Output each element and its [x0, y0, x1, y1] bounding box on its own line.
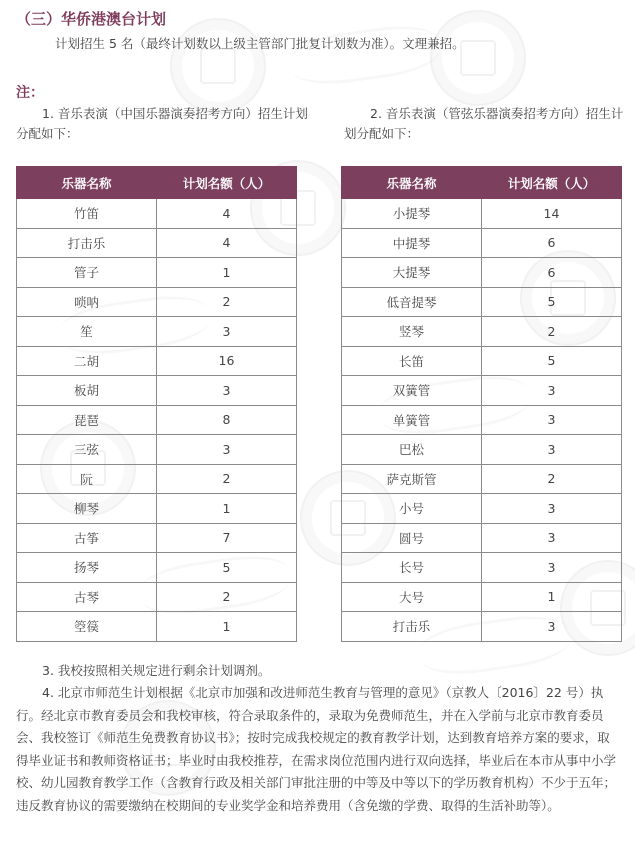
quota-count: 7: [157, 523, 297, 553]
header-instrument-name: 乐器名称: [342, 167, 482, 199]
note-label: 注：: [16, 85, 44, 101]
table-row: [17, 612, 297, 642]
instrument-name: 箜篌: [17, 612, 157, 642]
orchestral-table-body: [342, 199, 622, 642]
instrument-name: 长笛: [342, 346, 482, 376]
table-header-row: [17, 167, 297, 199]
instrument-name: 小提琴: [342, 199, 482, 229]
instrument-name: 古筝: [17, 523, 157, 553]
section-title: （三）华侨港澳台计划: [16, 10, 167, 28]
instrument-name: 中提琴: [342, 228, 482, 258]
table-row: [17, 494, 297, 524]
instrument-name: 琵琶: [17, 405, 157, 435]
table-row: [342, 376, 622, 406]
quota-count: 3: [482, 435, 622, 465]
quota-count: 2: [482, 464, 622, 494]
table-row: [17, 317, 297, 347]
table-row: [342, 612, 622, 642]
instrument-name: 双簧管: [342, 376, 482, 406]
quota-count: 2: [157, 287, 297, 317]
table-row: [17, 346, 297, 376]
table-row: [342, 435, 622, 465]
table-row: [342, 494, 622, 524]
note-item-4: 4. 北京市师范生计划根据《北京市加强和改进师范生教育与管理的意见》（京教人〔2016〕22 号）执行。经北京市教育委员会和我校审核，符合录取条件的，录取为免费师范生，并在入学前与北京市教育委员会、我校签订《师范生免费教育协议书》；按时完成我校规定的教育教学计划，达到教育培养方案的要求，取得毕业证书和教师资格证书；毕业时由我校推荐，在需求岗位范围内进行双向选择，毕业后在本市从事中小学校、幼儿园教育教学工作（含教育行政及相关部门审批注册的中等及中等以下的学历教育机构）不少于五年；违反教育协议的需要缴纳在校期间的专业奖学金和培养费用（含免缴的学费、取得的生活补助等）。: [16, 685, 617, 813]
instrument-name: 小号: [342, 494, 482, 524]
table-row: [17, 405, 297, 435]
quota-count: 2: [482, 317, 622, 347]
instrument-name: 板胡: [17, 376, 157, 406]
instrument-name: 大提琴: [342, 258, 482, 288]
table-row: [17, 464, 297, 494]
quota-count: 3: [482, 494, 622, 524]
table-row: [342, 405, 622, 435]
instrument-name: 打击乐: [342, 612, 482, 642]
quota-count: 3: [482, 376, 622, 406]
instrument-name: 萨克斯管: [342, 464, 482, 494]
instrument-name: 大号: [342, 582, 482, 612]
quota-count: 6: [482, 228, 622, 258]
quota-count: 1: [157, 494, 297, 524]
instrument-name: 竖琴: [342, 317, 482, 347]
quota-count: 3: [157, 317, 297, 347]
quota-count: 5: [157, 553, 297, 583]
table-row: [342, 582, 622, 612]
table-row: [342, 553, 622, 583]
header-instrument-name: 乐器名称: [17, 167, 157, 199]
quota-count: 2: [157, 582, 297, 612]
instrument-name: 竹笛: [17, 199, 157, 229]
table-row: [17, 258, 297, 288]
quota-count: 8: [157, 405, 297, 435]
table-row: [17, 287, 297, 317]
table-row: [342, 199, 622, 229]
quota-count: 3: [482, 612, 622, 642]
instrument-name: 二胡: [17, 346, 157, 376]
quota-count: 1: [482, 582, 622, 612]
table-row: [17, 376, 297, 406]
quota-count: 4: [157, 228, 297, 258]
table-row: [17, 199, 297, 229]
table-row: [17, 435, 297, 465]
instrument-name: 长号: [342, 553, 482, 583]
instrument-name: 低音提琴: [342, 287, 482, 317]
table-row: [17, 228, 297, 258]
table-row: [342, 258, 622, 288]
table-row: [342, 317, 622, 347]
quota-count: 3: [482, 523, 622, 553]
table-row: [342, 464, 622, 494]
quota-count: 16: [157, 346, 297, 376]
instrument-name: 阮: [17, 464, 157, 494]
instrument-name: 打击乐: [17, 228, 157, 258]
chinese-table-body: [17, 199, 297, 642]
quota-count: 3: [157, 376, 297, 406]
table-row: [342, 287, 622, 317]
quota-count: 3: [157, 435, 297, 465]
table-row: [17, 523, 297, 553]
table-row: [342, 523, 622, 553]
quota-count: 3: [482, 405, 622, 435]
plan-text: 计划招生 5 名（最终计划数以上级主管部门批复计划数为准）。文理兼招。: [55, 36, 465, 51]
instrument-name: 笙: [17, 317, 157, 347]
quota-count: 3: [482, 553, 622, 583]
instrument-name: 管子: [17, 258, 157, 288]
instrument-name: 唢呐: [17, 287, 157, 317]
table-row: [342, 346, 622, 376]
quota-count: 5: [482, 346, 622, 376]
instrument-name: 柳琴: [17, 494, 157, 524]
quota-count: 6: [482, 258, 622, 288]
header-quota-count: 计划名额（人）: [157, 167, 297, 199]
instrument-name: 三弦: [17, 435, 157, 465]
note-item-1: 1. 音乐表演（中国乐器演奏招考方向）招生计划分配如下：: [16, 106, 308, 141]
quota-count: 4: [157, 199, 297, 229]
instrument-name: 扬琴: [17, 553, 157, 583]
note-item-2: 2. 音乐表演（管弦乐器演奏招考方向）招生计划分配如下：: [344, 106, 624, 141]
note-item-3: 3. 我校按照相关规定进行剩余计划调剂。: [42, 663, 271, 678]
table-header-row: [342, 167, 622, 199]
quota-count: 1: [157, 612, 297, 642]
table-row: [17, 553, 297, 583]
instrument-name: 古琴: [17, 582, 157, 612]
instrument-name: 巴松: [342, 435, 482, 465]
quota-count: 5: [482, 287, 622, 317]
orchestral-instruments-table: [341, 166, 622, 642]
quota-count: 1: [157, 258, 297, 288]
chinese-instruments-table: [16, 166, 297, 642]
header-quota-count: 计划名额（人）: [482, 167, 622, 199]
instrument-name: 圆号: [342, 523, 482, 553]
quota-count: 2: [157, 464, 297, 494]
table-row: [342, 228, 622, 258]
instrument-name: 单簧管: [342, 405, 482, 435]
table-row: [17, 582, 297, 612]
quota-count: 14: [482, 199, 622, 229]
